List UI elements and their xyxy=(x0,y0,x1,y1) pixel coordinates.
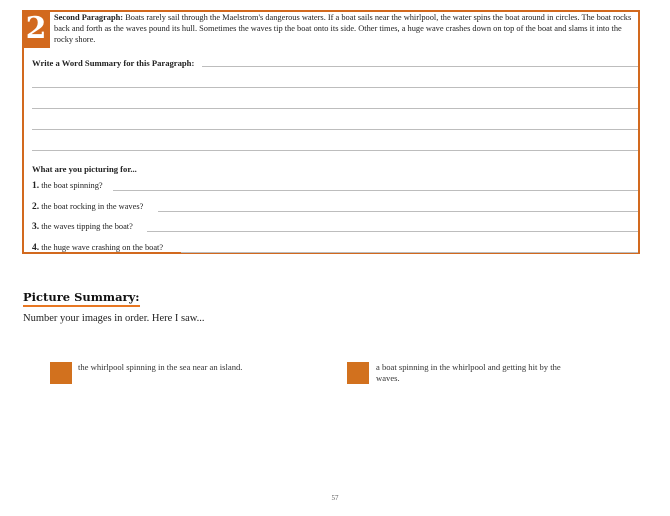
word-summary-line-2[interactable] xyxy=(32,87,638,88)
paragraph-label: Second Paragraph: xyxy=(54,13,124,22)
word-summary-label: Write a Word Summary for this Paragraph: xyxy=(32,58,195,68)
paragraph-text xyxy=(54,13,638,45)
paragraph-body: Boats rarely sail through the Maelstrom's dangerous waters. If a boat sails near the whirlpool, the water spins the boat around in circles. The boat rocks back and forth as the waves pound its hull. Sometimes the waves tip the boat onto its side. Other times, a huge wave crashes down on top of the boat and slams it into the rocky shore. xyxy=(54,13,632,44)
image-caption: a boat spinning in the whirlpool and getting hit by the waves. xyxy=(376,362,561,383)
answer-line-4[interactable] xyxy=(181,252,638,253)
answer-line-2[interactable] xyxy=(158,211,638,212)
paragraph-box xyxy=(22,10,640,254)
answer-line-3[interactable] xyxy=(147,231,638,232)
section-number-badge: 2 xyxy=(22,10,50,48)
word-summary-line-3[interactable] xyxy=(32,108,638,109)
picture-summary-title: Picture Summary: xyxy=(23,290,140,307)
picturing-heading: What are you picturing for... xyxy=(32,164,137,174)
page-number: 57 xyxy=(331,494,339,502)
question-1: 1. the boat spinning? xyxy=(32,181,103,191)
answer-line-1[interactable] xyxy=(113,190,638,191)
word-summary-line-5[interactable] xyxy=(32,150,638,151)
word-summary-line-4[interactable] xyxy=(32,129,638,130)
question-3: 3. the waves tipping the boat? xyxy=(32,222,133,232)
picture-summary-instruction: Number your images in order. Here I saw... xyxy=(23,313,205,324)
word-summary-line-1[interactable] xyxy=(202,66,638,67)
question-4: 4. the huge wave crashing on the boat? xyxy=(32,243,164,253)
image-number-box[interactable] xyxy=(347,362,369,384)
image-number-box[interactable] xyxy=(50,362,72,384)
question-2: 2. the boat rocking in the waves? xyxy=(32,202,144,212)
image-caption: the whirlpool spinning in the sea near an island. xyxy=(78,362,243,372)
